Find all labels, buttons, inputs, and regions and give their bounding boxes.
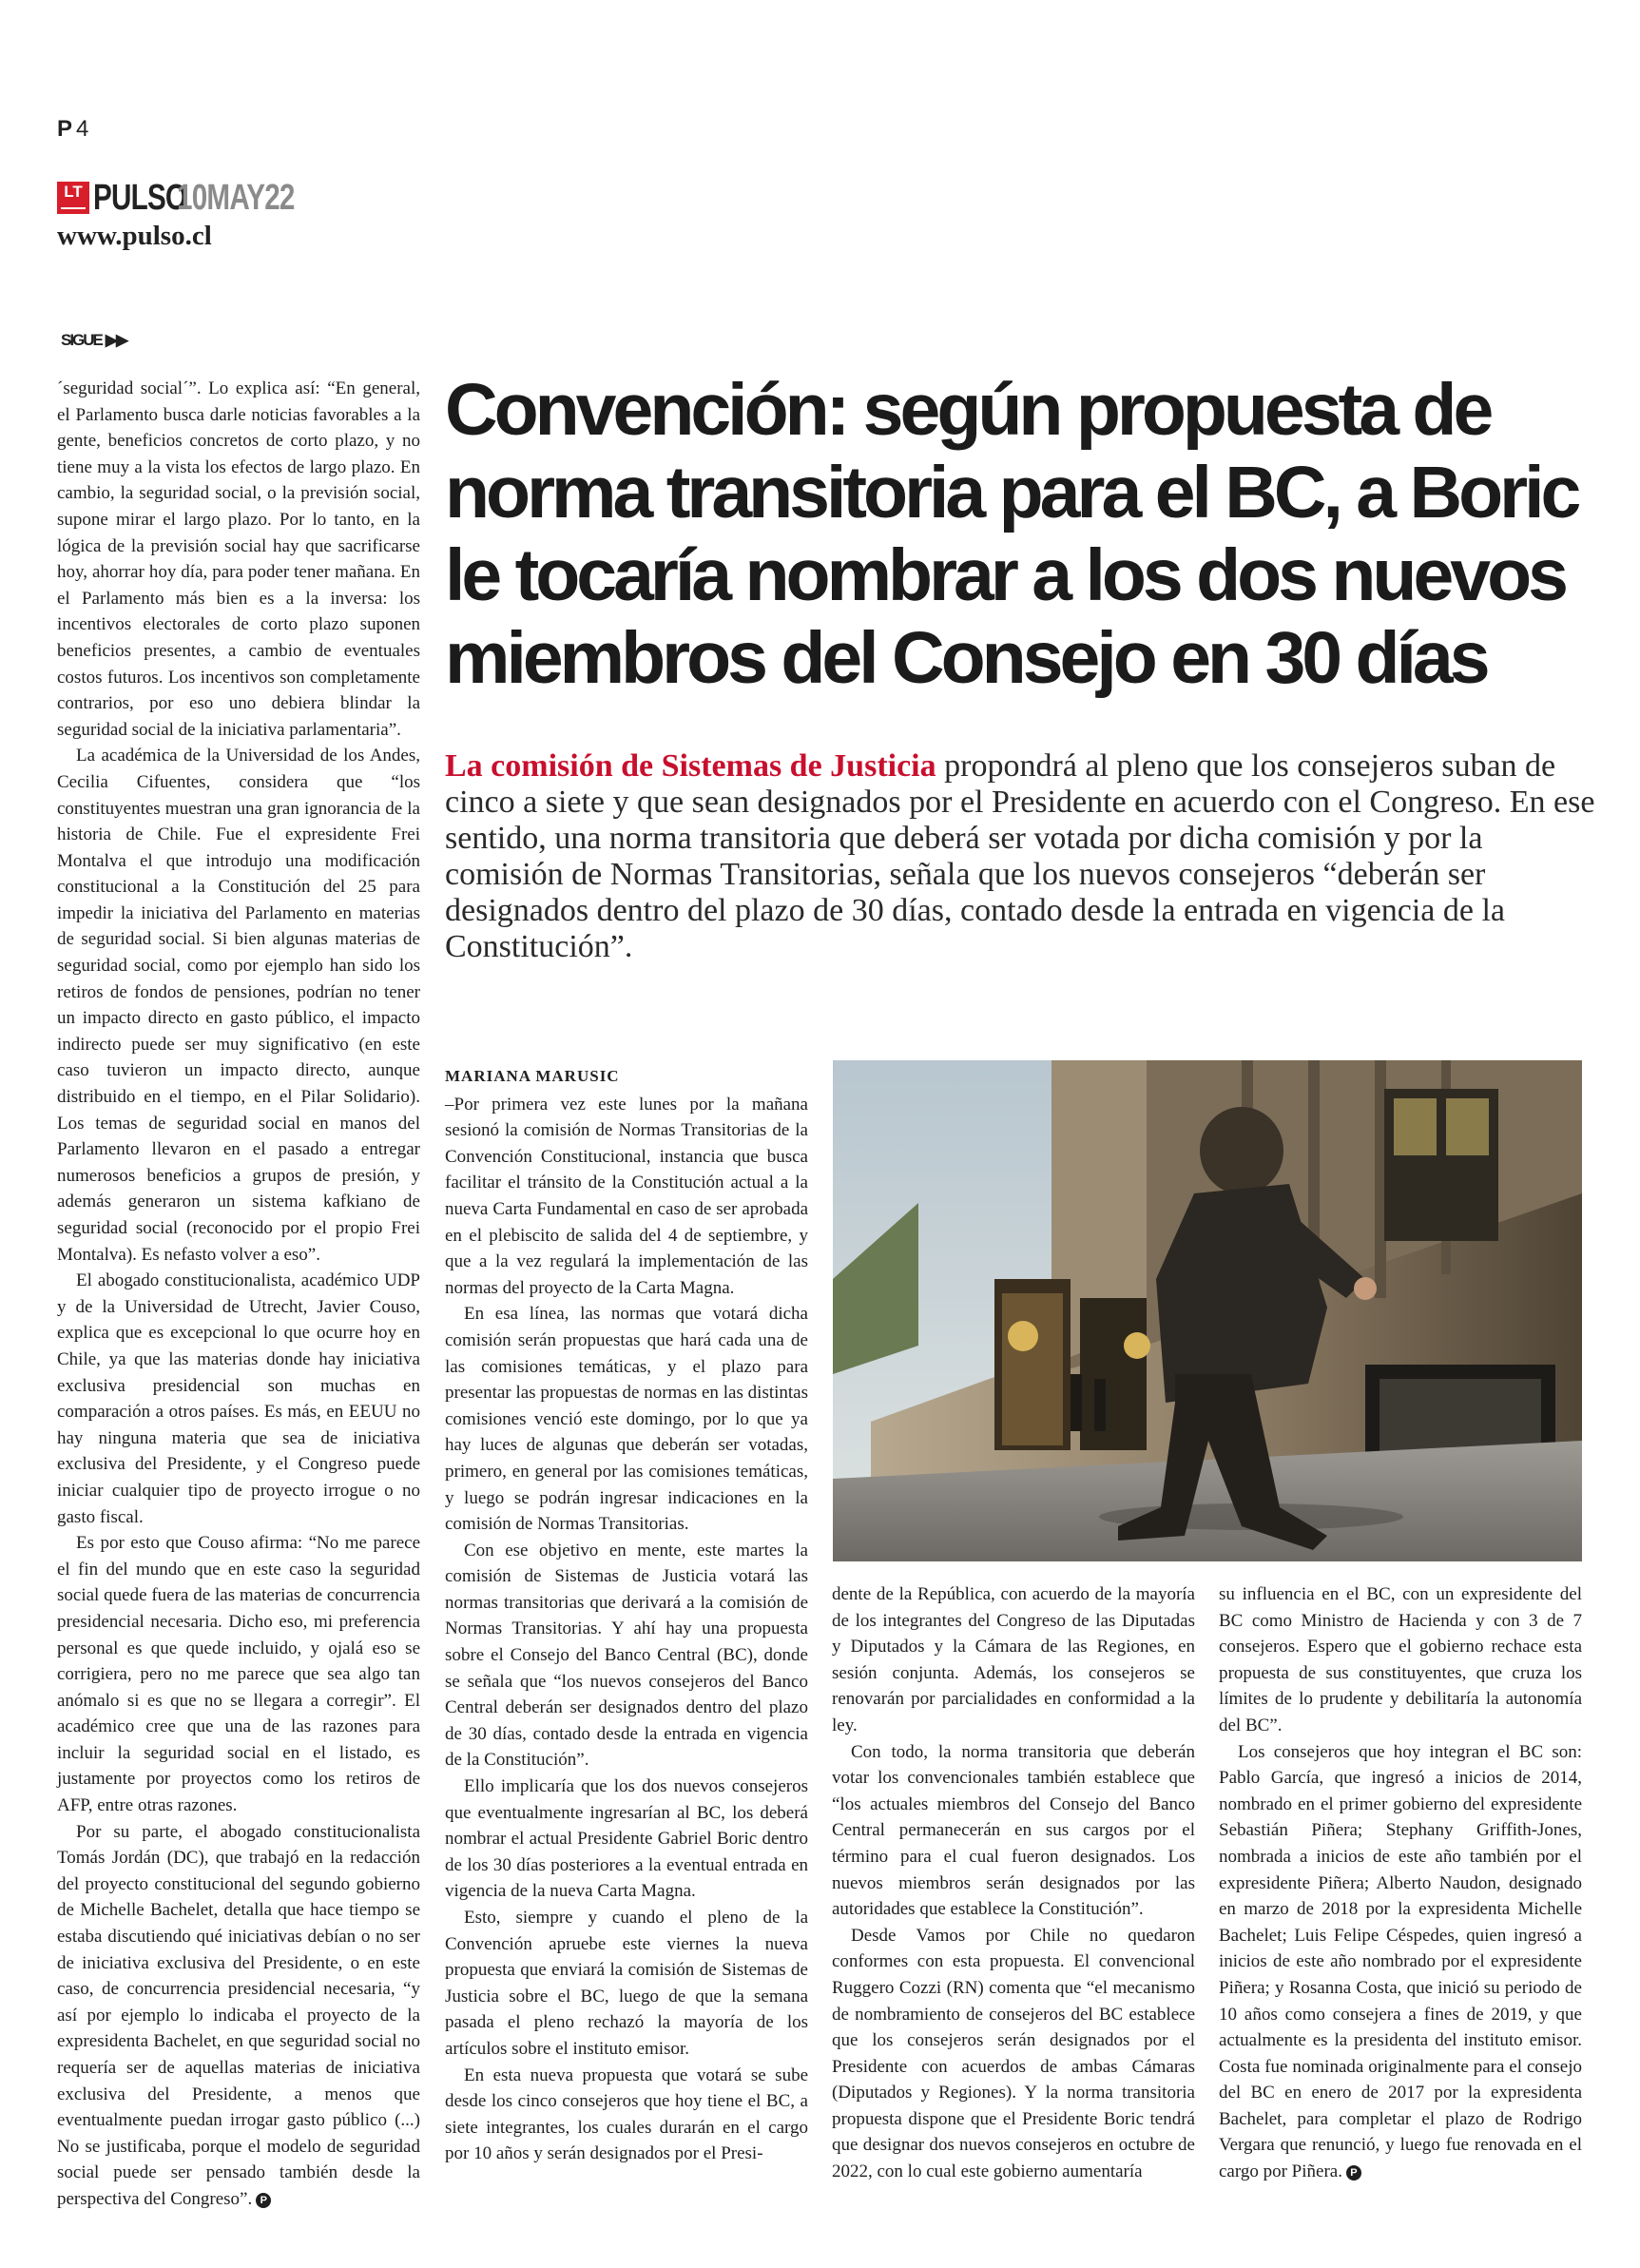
issue-date: 10MAY22	[176, 177, 295, 218]
column-1	[57, 376, 420, 2209]
headline-line: miembros del Consejo en 30 días	[445, 617, 1487, 699]
end-mark-icon: P	[256, 2193, 271, 2208]
end-mark-icon: P	[1346, 2165, 1361, 2181]
paragraph: su influencia en el BC, con un expresidente del BC como Ministro de Hacienda y con 3 de 7 consejeros. Espero que el gobierno rechace esta propuesta de sus constituyentes, que cruza los límites de lo prudente y debilitaría la autonomía del BC”.	[1219, 1584, 1582, 1735]
paragraph: La académica de la Universidad de los Andes, Cecilia Cifuentes, considera que “los constituyentes muestran una gran ignorancia de la historia de Chile. Fue el expresidente Frei Montalva el que introdujo una modificación constitucional a la Constitución del 25 para impedir la iniciativa del Parlamento en materias de seguridad social. Si bien algunas materias de seguridad social, como por ejemplo han sido los retiros de fondos de pensiones, podrían no tener un impacto directo en gasto público, el impacto indirecto puede ser muy significativo (en este caso tuvieron un impacto directo, aunque distribuido en el tiempo, en el Pilar Solidario). Los temas de seguridad social en manos del Parlamento llevaron en el pasado a entregar numerosos beneficios a grupos de presión, y además generaron un sistema kafkiano de seguridad social (reconocido por el propio Frei Montalva). Es nefasto volver a eso”.	[57, 746, 420, 1265]
paragraph: dente de la República, con acuerdo de la mayoría de los integrantes del Congreso de las Diputadas y Diputados y la Cámara de las Regiones, en sesión conjunta. Además, los consejeros se renovarán por parcialidades en conformidad a la ley.	[832, 1584, 1195, 1735]
paragraph: En esa línea, las normas que votará dicha comisión serán propuestas que hará cada una de las comisiones temáticas, y el plazo para presentar las propuestas de normas en las distintas comisiones venció este domingo, por lo que ya hay luces de algunas que deberán ser votadas, primero, en general por las comisiones temáticas, y luego se podrán ingresar indicaciones en la comisión de Normas Transitorias.	[445, 1304, 808, 1535]
headline	[445, 369, 1595, 700]
double-arrow-icon: ▶▶	[105, 331, 127, 349]
paragraph: Con ese objetivo en mente, este martes la comisión de Sistemas de Justicia votará las normas transitorias que derivará a la comisión de Normas Transitorias. Y ahí hay una propuesta sobre el Consejo del Banco Central (BC), donde se señala que “los nuevos consejeros del Banco Central deberán ser designados dentro del plazo de 30 días, contado desde la entrada en vigencia de la Constitución”.	[445, 1540, 808, 1771]
column-4	[1219, 1581, 1582, 2182]
lede-highlight: La comisión de Sistemas de Justicia	[445, 748, 936, 784]
paragraph: ´seguridad social´”. Lo explica así: “En general, el Parlamento busca darle noticias favorables a la gente, beneficios concretos de corto plazo, y no tiene muy a la vista los efectos de largo plazo. En cambio, la seguridad social, o la previsión social, supone mirar el largo plazo. Por lo tanto, en la lógica de la previsión social hay que sacrificarse hoy, ahorrar hoy día, para poder tener mañana. En el Parlamento más bien es a la inversa: los incentivos electorales de corto plazo suponen beneficios presentes, a cambio de eventuales costos futuros. Los incentivos son completamente contrarios, por eso uno debiera blindar la seguridad social de la iniciativa parlamentaria”.	[57, 378, 420, 740]
continued-label	[57, 330, 126, 351]
banco-central-building-photo	[833, 1060, 1582, 1561]
headline-line: le tocaría nombrar a los dos nuevos	[445, 534, 1565, 616]
paragraph: –Por primera vez este lunes por la mañana sesionó la comisión de Normas Transitorias de la Convención Constitucional, instancia que busca facilitar el tránsito de la Constitución actual a la nueva Carta Fundamental en caso de ser aprobada en el plebiscito de salida del 4 de septiembre, y que a la vez regulará la implementación de las normas del proyecto de la Carta Magna.	[445, 1094, 808, 1298]
continued-text: SIGUE	[61, 331, 102, 349]
column-2	[445, 1063, 808, 2166]
headline-line: norma transitoria para el BC, a Boric	[445, 452, 1578, 533]
lede	[445, 748, 1595, 965]
paragraph: Ello implicaría que los dos nuevos consejeros que eventualmente ingresarían al BC, los deberá nombrar el actual Presidente Gabriel Boric dentro de los 30 días posteriores a la eventual entrada en vigencia de la nueva Carta Magna.	[445, 1776, 808, 1902]
brand-name: PULSO	[93, 177, 187, 218]
byline: MARIANA MARUSIC	[445, 1067, 620, 1085]
column-3	[832, 1581, 1195, 2182]
paragraph: En esta nueva propuesta que votará se sube desde los cinco consejeros que hoy tiene el BC, a siete integrantes, los cuales durarán en el cargo por 10 años y serán designados por el Presi-	[445, 2064, 808, 2164]
masthead	[57, 179, 327, 217]
paragraph: El abogado constitucionalista, académico UDP y de la Universidad de Utrecht, Javier Couso, explica que es excepcional lo que ocurre hoy en Chile, ya que las materias donde hay iniciativa exclusiva presidencial son muchas en comparación a otros países. Es más, en EEUU no hay ninguna materia que sea de iniciativa exclusiva del Presidente, y el Congreso puede iniciar cualquier tipo de proyecto irrogue o no gasto fiscal.	[57, 1270, 420, 1527]
la-tercera-logo: LT	[57, 182, 89, 214]
article-photo	[833, 1060, 1582, 1561]
paragraph: Desde Vamos por Chile no quedaron conformes con esta propuesta. El convencional Ruggero Cozzi (RN) comenta que “el mecanismo de nombramiento de consejeros del BC establece que los consejeros serán designados por el Presidente con acuerdos de ambas Cámaras (Diputados y Regiones). Y la norma transitoria propuesta dispone que el Presidente Boric tendrá que designar dos nuevos consejeros en octubre de 2022, con lo cual este gobierno aumentaría	[832, 1925, 1195, 2182]
paragraph: Por su parte, el abogado constitucionalista Tomás Jordán (DC), que trabajó en la redacción del proyecto constitucional del segundo gobierno de Michelle Bachelet, detalla que hace tiempo se estaba discutiendo qué iniciativas debían o no ser de iniciativa exclusiva del Presidente, o en este caso, de concurrencia presidencial necesaria, “y así por ejemplo lo indicaba el proyecto de la expresidenta Bachelet, en que seguridad social no requería ser de aquellas materias de iniciativa exclusiva del Presidente, a menos que eventualmente puedan irrogar gasto público (...) No se justificaba, porque el modelo de seguridad social puede ser pensado también desde la perspectiva del Congreso”. P	[57, 1821, 420, 2209]
paragraph: Con todo, la norma transitoria que deberán votar los convencionales también establece que “los actuales miembros del Consejo del Banco Central permanecerán en sus cargos por el término para el cual fueron designados. Los nuevos miembros serán designados por las autoridades que establece la Constitución”.	[832, 1741, 1195, 1920]
lede-text: propondrá al pleno que los consejeros suban de cinco a siete y que sean designados por el Presidente en acuerdo con el Congreso. En ese sentido, una norma transitoria que deberá ser votada por dicha comisión y por la comisión de Normas Transitorias, señala que los nuevos consejeros “deberán ser designados dentro del plazo de 30 días, contado desde la entrada en vigencia de la Constitución”.	[445, 748, 1595, 964]
paragraph: Los consejeros que hoy integran el BC son: Pablo García, que ingresó a inicios de 2014, nombrado en el primer gobierno del expresidente Sebastián Piñera; Stephany Griffith-Jones, nombrada a inicios de este año también por el expresidente Piñera; Alberto Naudon, designado en marzo de 2018 por la expresidenta Michelle Bachelet; Luis Felipe Céspedes, quien ingresó a inicios de este año nombrado por el expresidente Piñera; y Rosanna Costa, que inició su periodo de 10 años como consejera a fines de 2019, y que actualmente es la presidenta del instituto emisor. Costa fue nominada originalmente para el consejo del BC en enero de 2017 por la expresidenta Bachelet, para completar el plazo de Rodrigo Vergara que renunció, y luego fue renovada en el cargo por Piñera. P	[1219, 1741, 1582, 2182]
paragraph: Esto, siempre y cuando el pleno de la Convención apruebe este viernes la nueva propuesta que enviará la comisión de Sistemas de Justicia sobre el BC, luego de que la semana pasada el pleno rechazó la mayoría de los artículos sobre el instituto emisor.	[445, 1908, 808, 2059]
paragraph: Es por esto que Couso afirma: “No me parece el fin del mundo que en este caso la seguridad social quede fuera de las materias de concurrencia presidencial necesaria. Dicho eso, mi preferencia personal es que quede incluido, y ojalá eso se corrigiera, pero no me parece que sea algo tan anómalo si es que no se llegara a corregir”. El académico cree que una de las razones para incluir la seguridad social en el listado, es justamente por proyectos como los retiros de AFP, entre otras razones.	[57, 1533, 420, 1816]
headline-line: Convención: según propuesta de	[445, 369, 1491, 451]
page-number: P 4	[57, 116, 89, 142]
website-url[interactable]: www.pulso.cl	[57, 221, 212, 251]
